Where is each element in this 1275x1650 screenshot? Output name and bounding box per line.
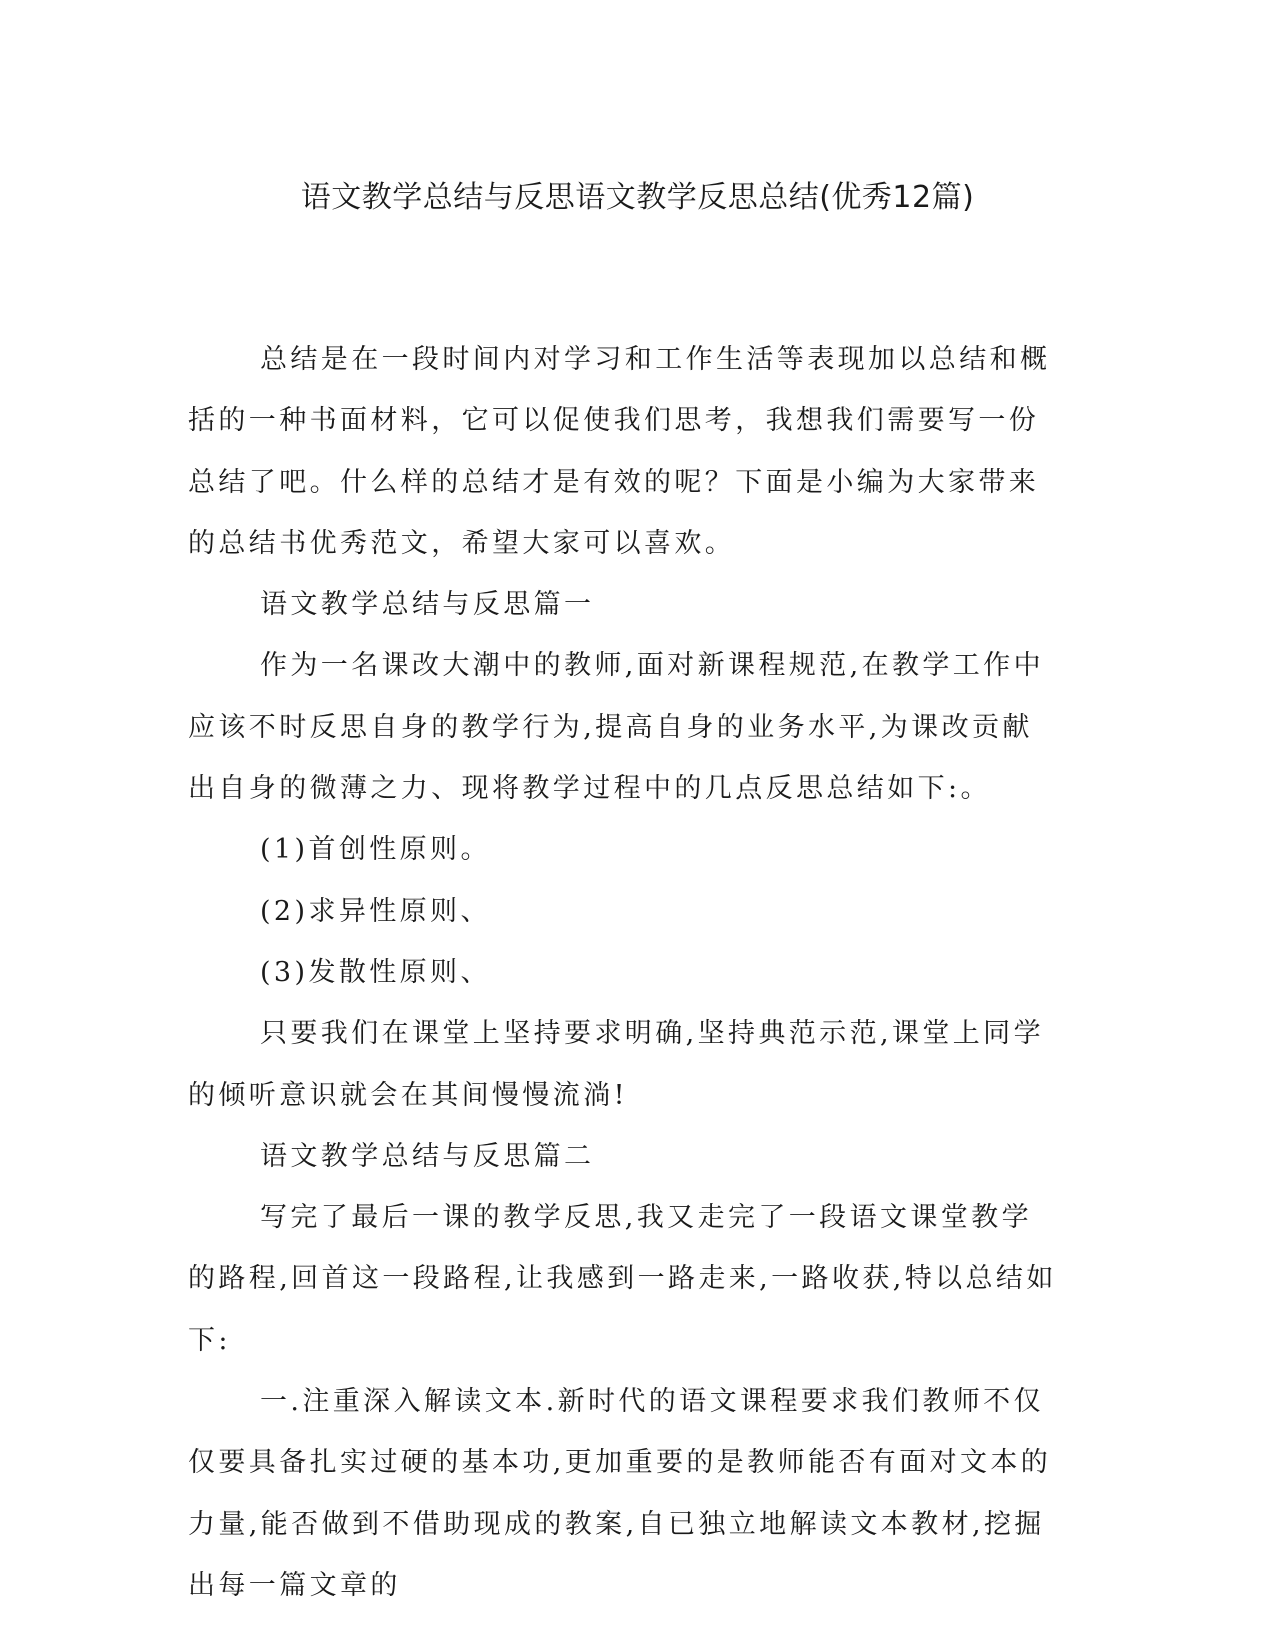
- document-body: [188, 329, 1058, 1616]
- body-paragraph: 一.注重深入解读文本.新时代的语文课程要求我们教师不仅仅要具备扎实过硬的基本功,更加重要的是教师能否有面对文本的力量,能否做到不借助现成的教案,自已独立地解读文本教材,挖掘出每一篇文章的: [188, 1386, 1052, 1601]
- body-paragraph: 只要我们在课堂上坚持要求明确,坚持典范示范,课堂上同学的倾听意识就会在其间慢慢流淌!: [188, 1018, 1044, 1111]
- list-item: (1)首创性原则。: [260, 834, 491, 866]
- intro-paragraph: 总结是在一段时间内对学习和工作生活等表现加以总结和概括的一种书面材料，它可以促使我们思考，我想我们需要写一份总结了吧。什么样的总结才是有效的呢？下面是小编为大家带来的总结书优秀范文，希望大家可以喜欢。: [188, 344, 1051, 559]
- section-heading-1: 语文教学总结与反思篇一: [260, 589, 595, 621]
- body-paragraph: 写完了最后一课的教学反思,我又走完了一段语文课堂教学的路程,回首这一段路程,让我感到一路走来,一路收获,特以总结如下:: [188, 1202, 1057, 1356]
- list-item: (2)求异性原则、: [260, 895, 491, 927]
- section-heading-2: 语文教学总结与反思篇二: [260, 1140, 595, 1172]
- body-paragraph: 作为一名课改大潮中的教师,面对新课程规范,在教学工作中应该不时反思自身的教学行为,提高自身的业务水平,为课改贡献出自身的微薄之力、现将教学过程中的几点反思总结如下:。: [188, 650, 1044, 805]
- document-title: 语文教学总结与反思语文教学反思总结(优秀12篇): [300, 180, 975, 215]
- list-item: (3)发散性原则、: [260, 956, 491, 988]
